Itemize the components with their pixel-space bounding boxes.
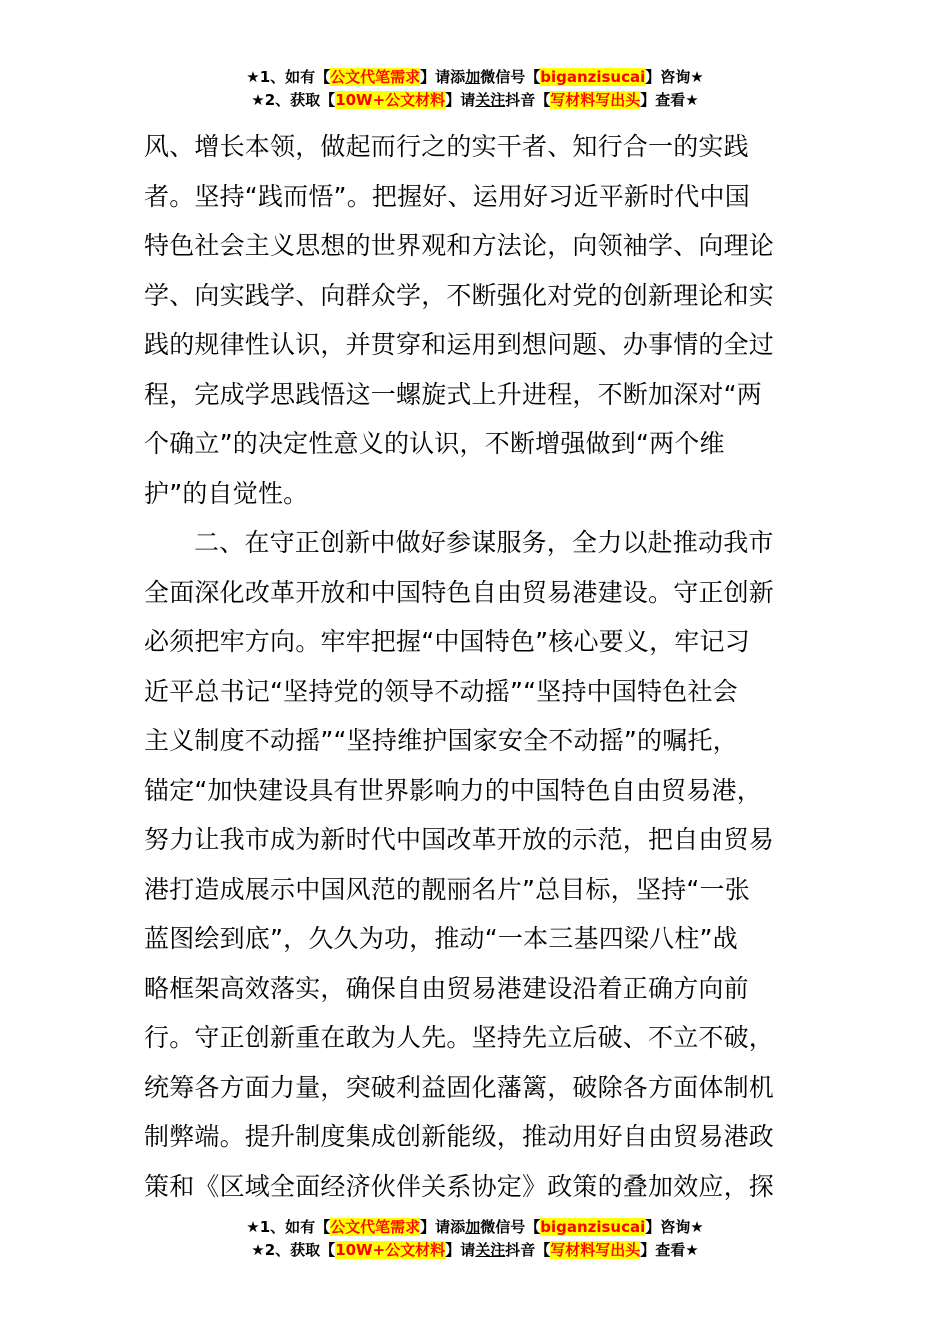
body-line: 统筹各方面力量，突破利益固化藩篱，破除各方面体制机 <box>144 1072 775 1102</box>
footer-line-1 <box>0 1216 950 1239</box>
footer-line-1-underlined: 加 <box>465 1218 481 1236</box>
footer-highlight-douyin: 写材料写出头 <box>550 1241 641 1259</box>
footer-line-1-suffix: 】咨询★ <box>645 1218 704 1236</box>
body-line: 努力让我市成为新时代中国改革开放的示范，把自由贸易 <box>144 825 775 854</box>
footer-highlight-wechat: biganzisucai <box>540 1218 646 1236</box>
header-line-1-underlined: 加 <box>465 68 481 86</box>
footer-line-2-prefix: ★2、获取【 <box>251 1241 336 1259</box>
body-line: 者。坚持“践而悟”。把握好、运用好习近平新时代中国 <box>144 181 750 211</box>
header-highlight-materials: 10W+公文材料 <box>335 91 446 109</box>
body-line: 近平总书记“坚持党的领导不动摇”“坚持中国特色社会 <box>144 676 738 706</box>
body-line: 特色社会主义思想的世界观和方法论，向领袖学、向理论 <box>144 231 775 260</box>
body-line: 略框架高效落实，确保自由贸易港建设沿着正确方向前 <box>144 973 749 1003</box>
body-line: 个确立”的决定性意义的认识，不断增强做到“两个维 <box>144 429 725 458</box>
footer-highlight-materials: 10W+公文材料 <box>335 1241 446 1259</box>
footer-line-1-prefix: ★1、如有【 <box>246 1218 331 1236</box>
header-highlight-service: 公文代笔需求 <box>330 68 421 86</box>
header-line-1-prefix: ★1、如有【 <box>246 68 331 86</box>
footer-banner <box>0 1216 950 1262</box>
body-line: 风、增长本领，做起而行之的实干者、知行合一的实践 <box>144 132 749 161</box>
body-line: 践的规律性认识，并贯穿和运用到想问题、办事情的全过 <box>144 330 775 359</box>
footer-line-2 <box>0 1239 950 1262</box>
footer-highlight-service: 公文代笔需求 <box>330 1218 421 1236</box>
header-line-1-suffix: 】咨询★ <box>645 68 704 86</box>
footer-line-2-suffix: 】查看★ <box>640 1241 699 1259</box>
footer-line-1-text-a: 】请添 <box>420 1218 466 1236</box>
footer-line-2-underlined: 关注 <box>475 1241 506 1259</box>
header-line-1 <box>0 66 950 89</box>
header-line-2 <box>0 89 950 112</box>
body-line: 必须把牢方向。牢牢把握“中国特色”核心要义，牢记习 <box>144 627 750 656</box>
header-highlight-wechat: biganzisucai <box>540 68 646 86</box>
body-line: 学、向实践学、向群众学，不断强化对党的创新理论和实 <box>144 280 775 310</box>
section-heading-line: 二、在守正创新中做好参谋服务，全力以赴推动我市 <box>194 528 774 557</box>
header-banner <box>0 66 950 112</box>
footer-line-2-text-b: 抖音【 <box>505 1241 551 1259</box>
header-line-2-suffix: 】查看★ <box>640 91 699 109</box>
body-line: 程，完成学思践悟这一螺旋式上升进程，不断加深对“两 <box>144 379 762 409</box>
header-highlight-douyin: 写材料写出头 <box>550 91 641 109</box>
body-line: 港打造成展示中国风范的靓丽名片”总目标，坚持“一张 <box>144 874 750 904</box>
header-line-1-text-b: 微信号【 <box>480 68 541 86</box>
header-line-2-underlined: 关注 <box>475 91 506 109</box>
body-line: 全面深化改革开放和中国特色自由贸易港建设。守正创新 <box>144 577 775 607</box>
body-line: 策和《区域全面经济伙伴关系协定》政策的叠加效应，探 <box>144 1171 775 1201</box>
body-line: 制弊端。提升制度集成创新能级，推动用好自由贸易港政 <box>144 1122 775 1151</box>
body-line: 行。守正创新重在敢为人先。坚持先立后破、不立不破， <box>144 1023 775 1052</box>
body-line: 主义制度不动摇”“坚持维护国家安全不动摇”的嘱托， <box>144 726 738 755</box>
header-line-2-text-a: 】请 <box>445 91 476 109</box>
header-line-1-text-a: 】请添 <box>420 68 466 86</box>
body-line: 锚定“加快建设具有世界影响力的中国特色自由贸易港， <box>144 775 762 805</box>
header-line-2-prefix: ★2、获取【 <box>251 91 336 109</box>
body-line: 蓝图绘到底”，久久为功，推动“一本三基四梁八柱”战 <box>144 924 738 953</box>
header-line-2-text-b: 抖音【 <box>505 91 551 109</box>
footer-line-1-text-b: 微信号【 <box>480 1218 541 1236</box>
document-body <box>144 122 809 1211</box>
footer-line-2-text-a: 】请 <box>445 1241 476 1259</box>
body-line: 护”的自觉性。 <box>144 478 309 508</box>
